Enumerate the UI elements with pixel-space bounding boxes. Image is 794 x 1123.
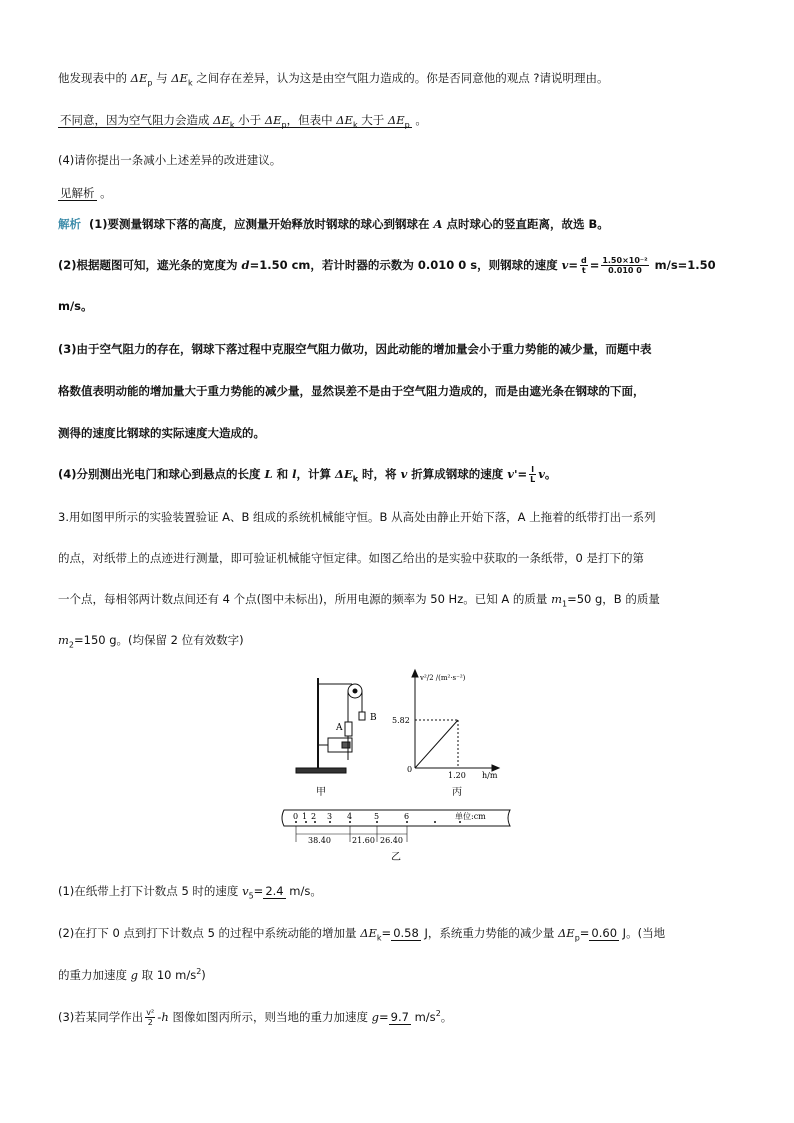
text: 与 — [152, 71, 172, 85]
text-line — [58, 70, 609, 91]
fit-line — [415, 720, 458, 768]
var: g — [130, 967, 139, 982]
answer-4 — [58, 185, 112, 201]
tape-unit: 单位:cm — [455, 812, 486, 821]
text: 。 — [411, 113, 427, 127]
sub: k — [187, 78, 193, 88]
text: 和 — [272, 467, 293, 481]
var: v — [538, 467, 545, 481]
var: ΔE — [335, 467, 353, 481]
tape-point-0: 0 — [293, 812, 299, 821]
text: m/s。 — [285, 884, 322, 898]
text: ，但表中 — [286, 113, 337, 127]
answer-underline — [58, 113, 412, 128]
sub-question-2 — [58, 925, 665, 946]
tape-dim-2: 21.60 — [352, 836, 375, 845]
fraction — [601, 256, 648, 275]
tape-dim-1: 38.40 — [308, 836, 331, 845]
sub: 2 — [68, 640, 74, 650]
label-b: B — [370, 713, 377, 723]
text: = — [379, 1009, 389, 1024]
var: A — [433, 217, 443, 231]
sup: 2 — [435, 1009, 441, 1018]
graph-x-label: h/m — [482, 771, 498, 780]
text: (2)在打下 0 点到打下计数点 5 的过程中系统动能的增加量 — [58, 926, 361, 940]
sub: k — [352, 120, 358, 130]
var: v — [561, 258, 569, 272]
q3-l2: 的点，对纸带上的点迹进行测量，即可验证机械能守恒定律。如图乙给出的是实验中获取的一条纸带，0 是打下的第 — [58, 551, 644, 565]
answer-underline: 0.60 — [591, 926, 618, 940]
text: = — [568, 258, 578, 272]
sub: p — [147, 78, 153, 88]
var: ΔE — [130, 71, 148, 85]
explanation-3-l3: 测得的速度比钢球的实际速度大造成的。 — [58, 426, 265, 440]
tape-point-2: 2 — [311, 812, 317, 821]
var: L — [264, 467, 273, 481]
answer-underline: 2.4 — [265, 884, 284, 898]
var: m — [551, 592, 562, 606]
text: = — [253, 884, 264, 898]
text: 。 — [96, 186, 112, 200]
var: h — [161, 1009, 169, 1024]
text: (1)要测量钢球下落的高度，应测量开始释放时钢球的球心到钢球在 — [89, 217, 434, 231]
text: J。(当地 — [619, 926, 666, 940]
sub: k — [229, 120, 235, 130]
label-yi: 乙 — [391, 852, 401, 863]
text: 之间存在差异，认为这是由空气阻力造成的。你是否同意他的观点 ?请说明理由。 — [192, 71, 609, 85]
text: 一个点，每相邻两计数点间还有 4 个点(图中未标出)，所用电源的频率为 50 Hz。已知 A 的质量 — [58, 592, 552, 606]
sub-question-2-cont — [58, 964, 206, 983]
text: 的重力加速度 — [58, 967, 131, 982]
answer-line — [58, 112, 427, 133]
sub: p — [404, 120, 410, 130]
var: ΔE — [336, 113, 353, 127]
text: 他发现表中的 — [58, 71, 131, 85]
apparatus-jia — [296, 678, 365, 773]
explanation-3-l2: 格数值表明动能的增加量大于重力势能的减少量，显然误差不是由于空气阻力造成的，而是由遮光条在钢球的下面， — [58, 384, 645, 398]
text: ) — [201, 967, 206, 982]
text: (2)根据题图可知，遮光条的宽度为 — [58, 258, 242, 272]
sub: k — [352, 474, 359, 484]
var: v — [242, 884, 249, 898]
var: ΔE — [213, 113, 230, 127]
sub: 1 — [561, 599, 568, 609]
fraction — [529, 465, 536, 484]
explanation-3-l1: (3)由于空气阻力的存在，钢球下落过程中克服空气阻力做功，因此动能的增加量会小于重力势能的减少量，而题中表 — [58, 342, 652, 356]
text: =150 g。(均保留 2 位有效数字) — [74, 633, 244, 647]
denominator: t — [581, 266, 586, 275]
text: = — [579, 926, 590, 940]
var: ΔE — [360, 926, 377, 940]
graph-bing — [412, 670, 499, 771]
tape-point-5: 5 — [374, 812, 380, 821]
label-bing: 丙 — [452, 787, 462, 798]
text: 。 — [440, 1009, 453, 1024]
explanation-2-cont: m/s。 — [58, 299, 93, 313]
graph-origin: 0 — [407, 765, 413, 774]
var: v — [400, 467, 408, 481]
explanation-2 — [58, 256, 716, 275]
base — [296, 768, 346, 773]
var: d — [241, 258, 250, 272]
var: ΔE — [387, 113, 405, 127]
denominator: L — [530, 475, 536, 484]
jiexi-label: 解析 — [58, 217, 81, 231]
answer-underline: 0.58 — [393, 926, 419, 940]
numerator: v² — [146, 1007, 155, 1017]
sub: p — [281, 120, 287, 130]
label-a: A — [336, 723, 343, 733]
text: (4)分别测出光电门和球心到悬点的长度 — [58, 467, 265, 481]
var: m — [58, 633, 69, 647]
text: 大于 — [357, 113, 388, 127]
tape-point-4: 4 — [347, 812, 353, 821]
block-a — [345, 722, 352, 736]
text: J，系统重力势能的减少量 — [420, 926, 558, 940]
tape-point-1: 1 — [302, 812, 308, 821]
sub: p — [574, 933, 580, 943]
block-b — [359, 712, 365, 720]
sub: k — [376, 933, 382, 943]
var: ΔE — [558, 926, 575, 940]
graph-y-value: 5.82 — [392, 716, 410, 725]
text: - — [157, 1009, 162, 1024]
answer-underline: 见解析 — [60, 186, 95, 200]
text: =50 g，B 的质量 — [567, 592, 660, 606]
text: 图像如图丙所示，则当地的重力加速度 — [168, 1009, 372, 1024]
denominator: 2 — [147, 1017, 153, 1027]
text: 。 — [544, 467, 557, 481]
label-jia: 甲 — [316, 787, 326, 798]
fraction — [145, 1008, 155, 1027]
text: 取 10 m/s — [138, 967, 197, 982]
text: = — [589, 258, 600, 272]
text: 不同意，因为空气阻力会造成 — [60, 113, 214, 127]
text: m/s — [410, 1009, 436, 1024]
tape-point-6: 6 — [404, 812, 410, 821]
text: = — [517, 467, 528, 481]
q3-l3 — [58, 591, 660, 612]
q3-l4 — [58, 632, 244, 653]
denominator: 0.010 0 — [608, 266, 642, 275]
var: ΔE — [171, 71, 188, 85]
sub: 5 — [248, 891, 254, 901]
tape-dim-3: 26.40 — [380, 836, 403, 845]
var: l — [292, 467, 297, 481]
var: v' — [507, 467, 518, 481]
q3-l1: 3.用如图甲所示的实验装置验证 A、B 组成的系统机械能守恒。B 从高处由静止开始下落，A 上拖着的纸带打出一系列 — [58, 510, 656, 524]
sub-question-3 — [58, 1006, 452, 1027]
var: ΔE — [264, 113, 282, 127]
text: 折算成钢球的速度 — [407, 467, 508, 481]
figure — [270, 660, 530, 865]
explanation-4 — [58, 465, 556, 487]
numerator: l — [529, 465, 536, 475]
text: (1)在纸带上打下计数点 5 时的速度 — [58, 884, 243, 898]
text: (3)若某同学作出 — [58, 1009, 144, 1024]
sup: 2 — [196, 967, 202, 976]
tape-point-3: 3 — [327, 812, 333, 821]
graph-y-label: v²/2 /(m²·s⁻²) — [420, 674, 466, 682]
sub-question-1 — [58, 883, 322, 904]
text: ，计算 — [296, 467, 336, 481]
var: g — [371, 1009, 380, 1024]
text: 时，将 — [358, 467, 401, 481]
fraction — [580, 256, 588, 275]
explanation-1 — [58, 216, 609, 232]
numerator: d — [580, 256, 587, 265]
answer-underline: 9.7 — [390, 1009, 409, 1024]
graph-x-value: 1.20 — [448, 771, 466, 780]
text: =1.50 cm，若计时器的示数为 0.010 0 s，则钢球的速度 — [249, 258, 562, 272]
text: = — [381, 926, 392, 940]
text: 小于 — [234, 113, 265, 127]
question-4: (4)请你提出一条减小上述差异的改进建议。 — [58, 153, 282, 167]
numerator: 1.50×10⁻² — [602, 256, 648, 265]
text: m/s=1.50 — [650, 258, 716, 272]
text: 点时球心的竖直距离，故选 B。 — [442, 217, 609, 231]
